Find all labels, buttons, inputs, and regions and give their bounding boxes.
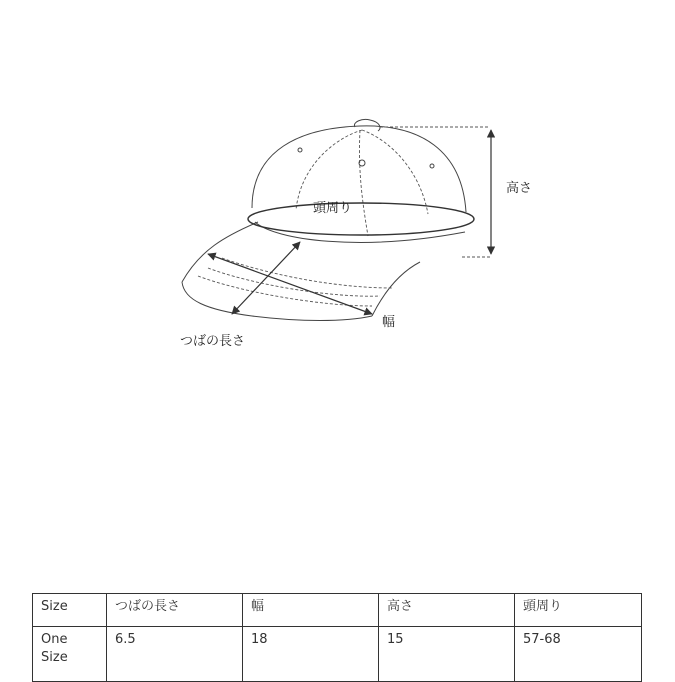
table-header-row [33, 594, 642, 627]
table-cell: 6.5 [107, 627, 243, 682]
brim-length-arrow [232, 242, 300, 314]
table-cell: 57-68 [515, 627, 642, 682]
table-header-cell: 頭周り [515, 594, 642, 627]
width-label: 幅 [382, 315, 396, 330]
table-header-cell: 高さ [379, 594, 515, 627]
table-header-cell: つばの長さ [107, 594, 243, 627]
brim-length-label: つばの長さ [180, 334, 246, 349]
table-row [33, 627, 642, 682]
table-cell: 15 [379, 627, 515, 682]
table-header-cell: 幅 [243, 594, 379, 627]
head-circumference-ellipse [248, 203, 474, 235]
table-header-cell: Size [33, 594, 107, 627]
width-arrow [208, 254, 372, 314]
height-label: 高さ [506, 181, 533, 196]
head-circumference-label: 頭周り [313, 201, 353, 216]
cap-outline [182, 119, 466, 320]
table-cell: One Size [33, 627, 107, 682]
size-table [32, 593, 642, 682]
table-cell: 18 [243, 627, 379, 682]
